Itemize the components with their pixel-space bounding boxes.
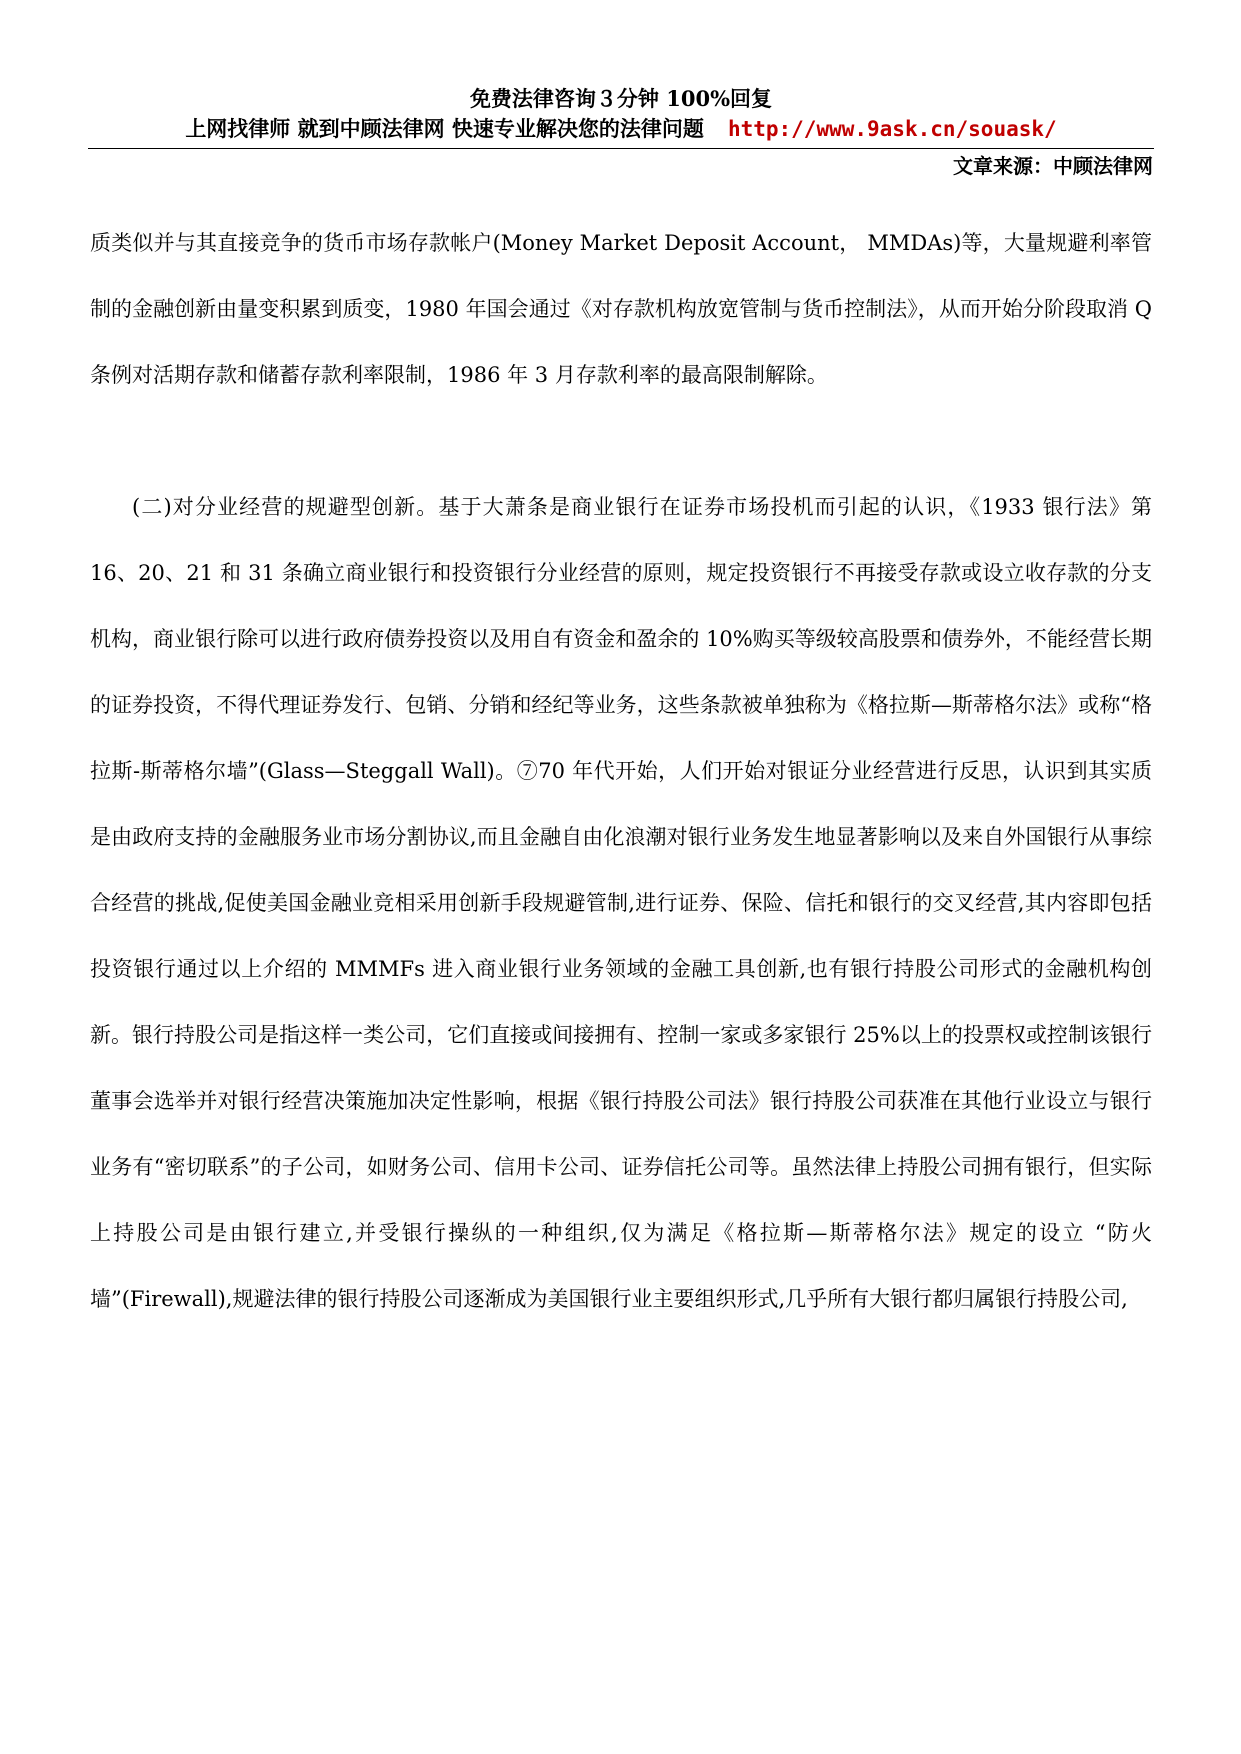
paragraph-separation-innovation: (二)对分业经营的规避型创新。基于大萧条是商业银行在证券市场投机而引起的认识，《1933 银行法》第 16、20、21 和 31 条确立商业银行和投资银行分业经营的原则，规定投资银行不再接受存款或设立收存款的分支机构，商业银行除可以进行政府债券投资以及用自有资金和盈余的 10%购买等级较高股票和债券外，不能经营长期的证券投资，不得代理证券发行、包销、分销和经纪等业务，这些条款被单独称为《格拉斯—斯蒂格尔法》或称“格拉斯-斯蒂格尔墙”(Glass—Steggall Wall)。⑦70 年代开始，人们开始对银证分业经营进行反思，认识到其实质是由政府支持的金融服务业市场分割协议,而且金融自由化浪潮对银行业务发生地显著影响以及来自外国银行从事综合经营的挑战,促使美国金融业竞相采用创新手段规避管制,进行证券、保险、信托和银行的交叉经营,其内容即包括投资银行通过以上介绍的 MMMFs 进入商业银行业务领域的金融工具创新,也有银行持股公司形式的金融机构创新。银行持股公司是指这样一类公司，它们直接或间接拥有、控制一家或多家银行 25%以上的投票权或控制该银行董事会选举并对银行经营决策施加决定性影响，根据《银行持股公司法》银行持股公司获准在其他行业设立与银行业务有“密切联系”的子公司，如财务公司、信用卡公司、证券信托公司等。虽然法律上持股公司拥有银行，但实际上持股公司是由银行建立,并受银行操纵的一种组织,仅为满足《格拉斯—斯蒂格尔法》规定的设立 “防火墙”(Firewall),规避法律的银行持股公司逐渐成为美国银行业主要组织形式,几乎所有大银行都归属银行持股公司, bbox=[90, 495, 1152, 1311]
document-body bbox=[90, 210, 1152, 1332]
header-title: 免费法律咨询３分钟 100%回复 bbox=[469, 86, 773, 111]
header-slogan: 上网找律师 就到中顾法律网 快速专业解决您的法律问题 bbox=[185, 116, 704, 141]
header-divider bbox=[88, 148, 1154, 149]
page-header bbox=[88, 84, 1154, 144]
header-url-link[interactable]: http://www.9ask.cn/souask/ bbox=[727, 117, 1057, 141]
header-subtitle bbox=[88, 114, 1154, 144]
article-source: 文章来源：中顾法律网 bbox=[953, 154, 1153, 178]
paragraph-continuation: 质类似并与其直接竞争的货币市场存款帐户(Money Market Deposit Account， MMDAs)等，大量规避利率管制的金融创新由量变积累到质变，1980 年国会通过《对存款机构放宽管制与货币控制法》，从而开始分阶段取消 Q 条例对活期存款和储蓄存款利率限制，1986 年 3 月存款利率的最高限制解除。 bbox=[90, 231, 1152, 387]
